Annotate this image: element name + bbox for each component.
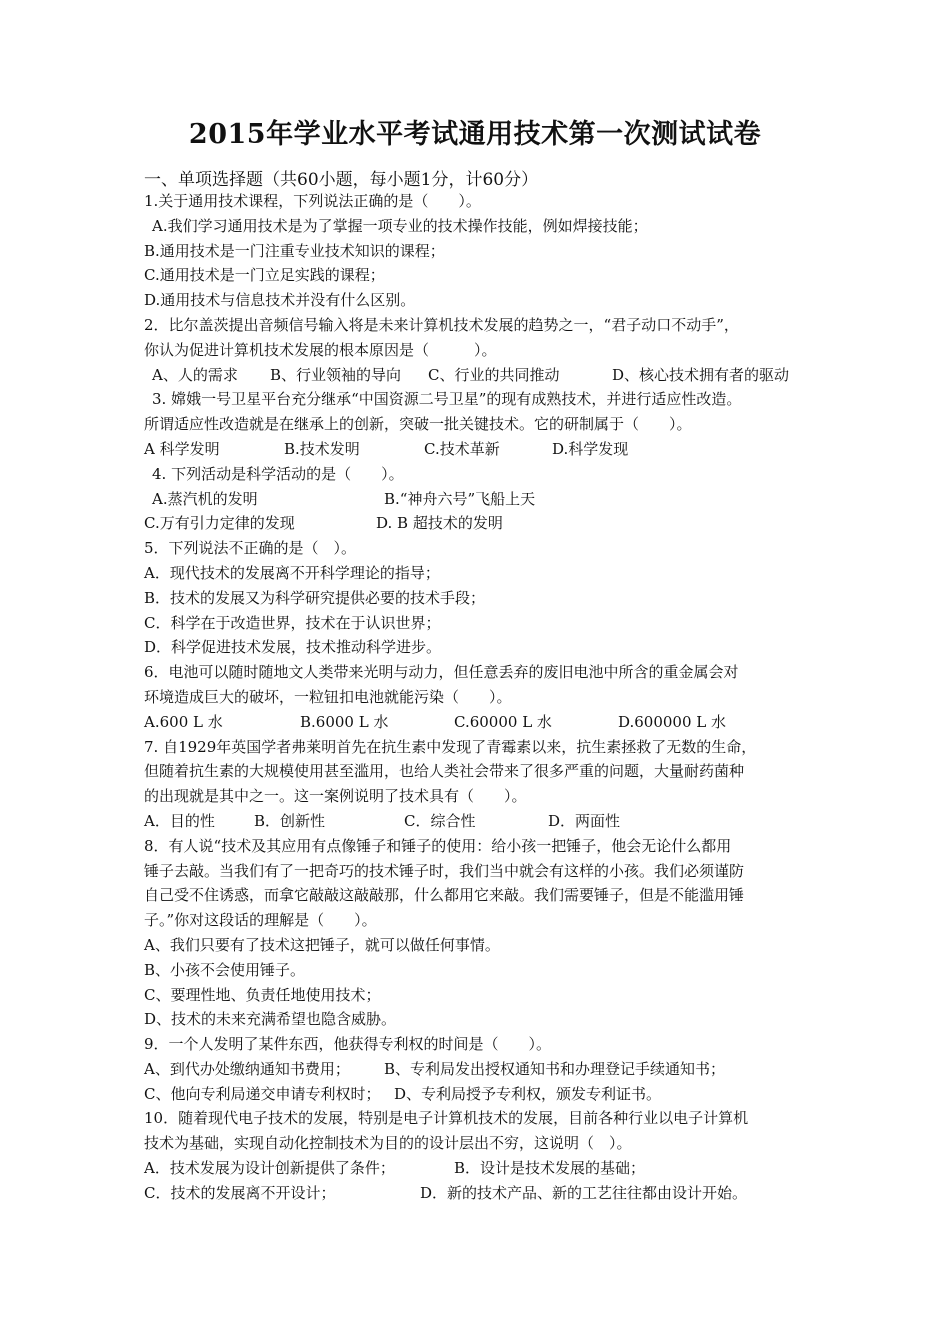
question-6-option-b: B.6000 L 水 (300, 712, 389, 731)
question-4-options-cd (144, 511, 812, 536)
question-1-option-d: D.通用技术与信息技术并没有什么区别。 (144, 291, 416, 310)
question-9-option-c: C、他向专利局递交申请专利权时； (144, 1084, 381, 1103)
question-9-option-a: A、到代办处缴纳通知书费用； (144, 1059, 350, 1078)
section-heading: 一、单项选择题（共60小题，每小题1分，计60分） (144, 170, 539, 190)
question-6-stem-cont: 环境造成巨大的破坏，一粒钮扣电池就能污染（ ）。 (144, 687, 512, 706)
question-10-options-cd (144, 1181, 812, 1206)
question-9-options-cd (144, 1082, 812, 1107)
question-4-option-b: B.“神舟六号”飞船上天 (384, 489, 536, 508)
question-10-option-b: B．设计是技术发展的基础； (454, 1159, 646, 1178)
question-7-option-b: B．创新性 (254, 811, 326, 830)
question-8-option-c: C、要理性地、负责任地使用技术； (144, 985, 381, 1004)
question-10-options-ab (144, 1156, 812, 1181)
question-7-option-a: A．目的性 (144, 811, 215, 830)
question-5-option-a: A．现代技术的发展离不开科学理论的指导； (144, 563, 440, 582)
question-8-stem-cont-3: 子。”你对这段话的理解是（ ）。 (144, 911, 377, 930)
question-6-option-a: A.600 L 水 (144, 712, 223, 731)
question-1-stem: 1.关于通用技术课程，下列说法正确的是（ ）。 (144, 192, 481, 210)
question-7-stem-cont: 但随着抗生素的大规模使用甚至滥用，也给人类社会带来了很多严重的问题，大量耐药菌种 (144, 762, 745, 781)
question-5-option-d: D．科学促进技术发展，技术推动科学进步。 (144, 638, 442, 657)
question-8-stem-cont-2: 自己受不住诱惑，而拿它敲敲这敲敲那，什么都用它来敲。我们需要锤子，但是不能滥用锤 (144, 886, 745, 905)
question-4-option-c: C.万有引力定律的发现 (144, 514, 295, 533)
question-2-option-b: B、行业领袖的导向 (270, 365, 402, 384)
question-2-stem-cont: 你认为促进计算机技术发展的根本原因是（ ）。 (144, 340, 497, 359)
question-5-option-b: B．技术的发展又为科学研究提供必要的技术手段； (144, 588, 486, 607)
question-6-option-d: D.600000 L 水 (618, 712, 727, 731)
question-9-option-b: B、专利局发出授权通知书和办理登记手续通知书； (384, 1059, 726, 1078)
question-1-option-b: B.通用技术是一门注重专业技术知识的课程； (144, 241, 445, 260)
question-3-option-c: C.技术革新 (424, 439, 500, 458)
question-2-option-d: D、核心技术拥有者的驱动 (612, 365, 790, 384)
exam-title: 2015年学业水平考试通用技术第一次测试试卷 (188, 119, 762, 150)
question-8-stem-cont: 锤子去敲。当我们有了一把奇巧的技术锤子时，我们当中就会有这样的小孩。我们必须谨防 (144, 861, 745, 880)
question-9-options-ab (144, 1057, 812, 1082)
question-6-option-c: C.60000 L 水 (454, 712, 552, 731)
question-6-stem: 6．电池可以随时随地文人类带来光明与动力，但任意丢弃的废旧电池中所含的重金属会对 (144, 663, 739, 682)
question-2-option-c: C、行业的共同推动 (428, 365, 560, 384)
question-8-option-a: A、我们只要有了技术这把锤子，就可以做任何事情。 (144, 935, 500, 954)
question-3-stem: 3. 嫦娥一号卫星平台充分继承“中国资源二号卫星”的现有成熟技术，并进行适应性改造。 (152, 390, 742, 409)
question-2-options (144, 363, 812, 388)
question-1-option-a: A.我们学习通用技术是为了掌握一项专业的技术操作技能，例如焊接技能； (152, 216, 648, 235)
question-5-option-c: C．科学在于改造世界，技术在于认识世界； (144, 613, 441, 632)
question-4-option-d: D. B 超技术的发明 (376, 514, 503, 533)
question-6-options (144, 710, 812, 735)
question-7-option-d: D．两面性 (548, 811, 621, 830)
question-3-options (144, 437, 812, 462)
question-7-option-c: C．综合性 (404, 811, 476, 830)
question-10-stem-cont: 技术为基础，实现自动化控制技术为目的的设计层出不穷，这说明（ ）。 (144, 1134, 632, 1153)
question-4-options-ab (144, 487, 812, 512)
question-8-stem: 8．有人说“技术及其应用有点像锤子和锤子的使用：给小孩一把锤子，他会无论什么都用 (144, 836, 732, 855)
question-7-stem-cont-2: 的出现就是其中之一。这一案例说明了技术具有（ ）。 (144, 787, 527, 806)
question-8-option-d: D、技术的未来充满希望也隐含威胁。 (144, 1010, 397, 1029)
question-10-option-a: A．技术发展为设计创新提供了条件； (144, 1159, 395, 1178)
question-2-stem: 2．比尔盖茨提出音频信号输入将是未来计算机技术发展的趋势之一，“君子动口不动手”， (144, 315, 739, 334)
question-3-stem-cont: 所谓适应性改造就是在继承上的创新，突破一批关键技术。它的研制属于（ ）。 (144, 415, 692, 434)
question-5-stem: 5．下列说法不正确的是（ ）。 (144, 539, 357, 558)
question-9-option-d: D、专利局授予专利权，颁发专利证书。 (394, 1084, 662, 1103)
question-10-option-d: D．新的技术产品、新的工艺往往都由设计开始。 (420, 1183, 748, 1202)
question-9-stem: 9．一个人发明了某件东西，他获得专利权的时间是（ ）。 (144, 1035, 552, 1054)
question-1-option-c: C.通用技术是一门立足实践的课程； (144, 266, 385, 285)
question-4-option-a: A.蒸汽机的发明 (152, 489, 258, 508)
question-10-stem: 10．随着现代电子技术的发展，特别是电子计算机技术的发展，目前各种行业以电子计算机 (144, 1109, 749, 1128)
question-4-stem: 4. 下列活动是科学活动的是（ ）。 (152, 464, 404, 483)
question-3-option-b: B.技术发明 (284, 439, 360, 458)
question-8-option-b: B、小孩不会使用锤子。 (144, 960, 306, 979)
question-list (144, 189, 812, 1206)
question-3-option-a: A 科学发明 (144, 439, 220, 458)
question-10-option-c: C．技术的发展离不开设计； (144, 1183, 336, 1202)
question-7-options (144, 809, 812, 834)
question-2-option-a: A、人的需求 (152, 365, 238, 384)
question-7-stem: 7. 自1929年英国学者弗莱明首先在抗生素中发现了青霉素以来，抗生素拯救了无数的生命， (144, 737, 757, 756)
question-3-option-d: D.科学发现 (552, 439, 629, 458)
